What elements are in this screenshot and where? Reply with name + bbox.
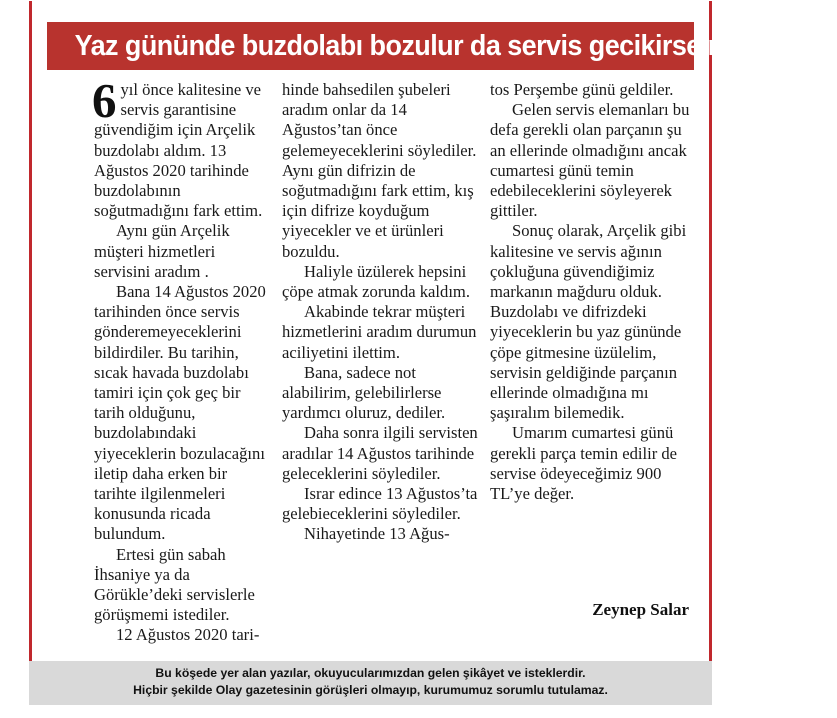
paragraph: Bana, sadece not alabilirim, gelebilirlerse yardımcı oluruz, dediler.	[282, 362, 446, 423]
paragraph: 6 yıl önce kalitesine ve servis garantisine güvendiğim için Arçelik buzdolabı aldım. 13 Ağustos 2020 tarihinde buzdolabının soğutmadığını fark ettim.	[92, 73, 263, 221]
article-column-3	[490, 80, 696, 504]
headline-text: Yaz gününde buzdolabı bozulur da servis gecikirse ne olur?	[74, 30, 810, 62]
disclaimer-line-2: Hiçbir şekilde Olay gazetesinin görüşleri olmayıp, kurumumuz sorumlu tutulamaz.	[133, 683, 608, 697]
drop-cap: 6	[92, 73, 117, 128]
paragraph: Bana 14 Ağustos 2020 tarihinden önce servis gönderemeyeceklerini bildirdiler. Bu tarihin, sıcak havada buzdolabı tamiri için çok geç bir tarih olduğunu, buzdolabındaki yiyeceklerin bozulacağını iletip daha erken bir tarihte ilgilenmeleri konusunda ricada bulundum.	[94, 282, 266, 544]
paragraph: Akabinde tekrar müşteri hizmetlerini aradım durumun aciliyetini ilettim.	[282, 302, 477, 362]
disclaimer-line-1: Bu köşede yer alan yazılar, okuyucularımızdan gelen şikâyet ve isteklerdir.	[155, 666, 586, 680]
disclaimer-footer	[29, 661, 712, 705]
article-column-2	[282, 80, 478, 545]
paragraph: Ertesi gün sabah İhsaniye ya da Görükle’deki servislerle görüşmemi istediler.	[94, 544, 255, 625]
author-signature: Zeynep Salar	[592, 600, 689, 619]
paragraph: Israr edince 13 Ağustos’ta gelebieceklerini söylediler.	[282, 484, 478, 524]
paragraph: tos Perşembe günü geldiler.	[490, 80, 674, 99]
article-column-1	[92, 73, 272, 646]
paragraph: Nihayetinde 13 Ağus-	[304, 524, 450, 544]
paragraph: Haliyle üzülerek hepsini çöpe atmak zorunda kaldım.	[282, 261, 470, 302]
paragraph: 12 Ağustos 2020 tari-	[116, 625, 260, 645]
paragraph: Sonuç olarak, Arçelik gibi kalitesine ve servis ağının çokluğuna güvendiğimiz markanın mağduru olduk. Buzdolabı ve difrizdeki yiyeceklerin bu yaz gününde çöpe gitmesine üzülelim, servisin geldiğinde parçanın ellerinde olmadığına mı şaşıralım bilemedik.	[490, 221, 687, 423]
paragraph: Umarım cumartesi günü gerekli parça temin edilir de servise ödeyeceğimiz 900 TL’ye değer.	[490, 423, 678, 504]
paragraph: Aynı gün Arçelik müşteri hizmetleri servisini aradım .	[94, 221, 230, 281]
paragraph: hinde bahsedilen şubeleri aradım onlar da 14 Ağustos’tan önce gelemeyeceklerini söylediler. Aynı gün difrizin de soğutmadığını fark ettim, kış için difrize koyduğum yiyecekler ve et ürünleri bozuldu.	[282, 80, 477, 261]
paragraph: Daha sonra ilgili servisten aradılar 14 Ağustos tarihinde geleceklerini söylediler.	[282, 423, 478, 483]
headline-banner	[47, 22, 810, 70]
paragraph: Gelen servis elemanları bu defa gerekli olan parçanın şu an ellerinde olmadığını ancak cumartesi günü temin edebileceklerini söyleyerek gittiler.	[490, 100, 690, 221]
